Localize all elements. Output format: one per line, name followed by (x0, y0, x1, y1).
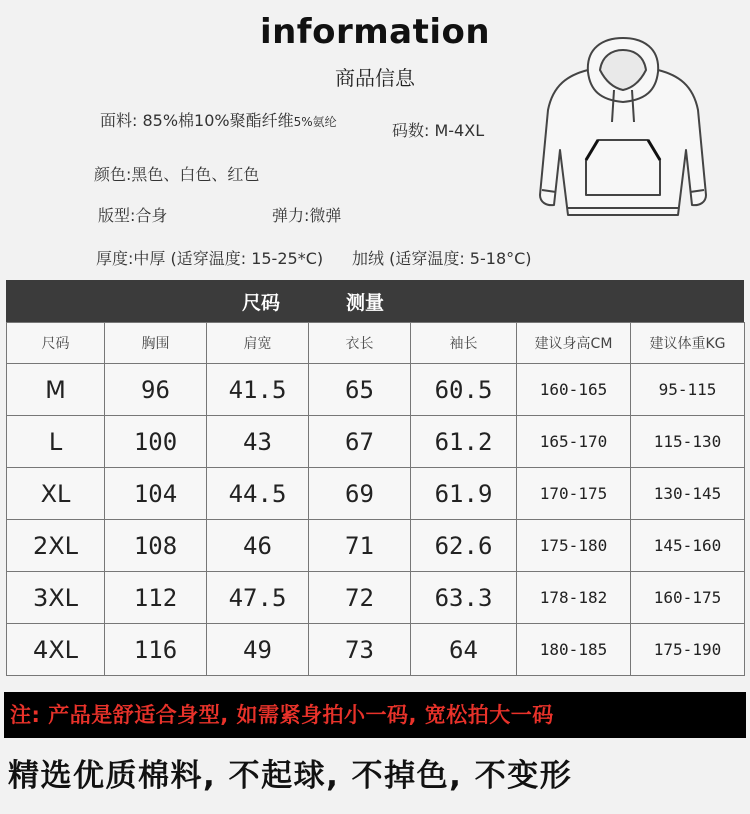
band-size-label: 尺码 (242, 292, 281, 314)
table-row (7, 572, 745, 624)
column-header: 尺码 (7, 323, 105, 364)
table-row (7, 364, 745, 416)
table-cell: 115-130 (631, 416, 745, 468)
table-cell: 73 (309, 624, 411, 676)
table-cell: 95-115 (631, 364, 745, 416)
table-row (7, 520, 745, 572)
table-row (7, 416, 745, 468)
table-cell: 160-165 (517, 364, 631, 416)
column-header: 袖长 (411, 323, 517, 364)
table-cell: 44.5 (207, 468, 309, 520)
size-range: 码数: M-4XL (392, 121, 485, 140)
column-header: 胸围 (105, 323, 207, 364)
table-cell: 96 (105, 364, 207, 416)
measure-header-band (6, 280, 744, 322)
size-table (6, 322, 745, 676)
table-cell: M (7, 364, 105, 416)
fabric-main: 85%棉10%聚酯纤维 (137, 111, 294, 130)
column-header: 肩宽 (207, 323, 309, 364)
table-row (7, 624, 745, 676)
table-cell: 175-180 (517, 520, 631, 572)
table-cell: L (7, 416, 105, 468)
fabric-info (100, 108, 337, 131)
table-cell: 41.5 (207, 364, 309, 416)
quality-slogan: 精选优质棉料, 不起球, 不掉色, 不变形 (8, 758, 573, 794)
table-cell: 170-175 (517, 468, 631, 520)
table-cell: 61.9 (411, 468, 517, 520)
table-cell: 63.3 (411, 572, 517, 624)
table-cell: 180-185 (517, 624, 631, 676)
table-header-row (7, 323, 745, 364)
table-cell: 64 (411, 624, 517, 676)
table-cell: 112 (105, 572, 207, 624)
page-title: information (259, 12, 491, 52)
table-cell: 72 (309, 572, 411, 624)
table-cell: 165-170 (517, 416, 631, 468)
table-cell: 100 (105, 416, 207, 468)
table-cell: 47.5 (207, 572, 309, 624)
table-cell: 67 (309, 416, 411, 468)
column-header: 建议体重KG (631, 323, 745, 364)
fit-note-banner: 注: 产品是舒适合身型, 如需紧身拍小一码, 宽松拍大一码 (4, 692, 746, 738)
fabric-label: 面料: (100, 111, 138, 130)
elasticity-info: 弹力:微弹 (272, 206, 342, 225)
table-cell: 49 (207, 624, 309, 676)
table-cell: 43 (207, 416, 309, 468)
table-cell: 160-175 (631, 572, 745, 624)
table-cell: 108 (105, 520, 207, 572)
table-cell: 4XL (7, 624, 105, 676)
table-row (7, 468, 745, 520)
thickness-info: 厚度:中厚 (适穿温度: 15-25*C) (96, 249, 324, 268)
table-cell: 60.5 (411, 364, 517, 416)
fabric-small: 5%氨纶 (293, 115, 337, 129)
table-cell: 69 (309, 468, 411, 520)
column-header: 建议身高CM (517, 323, 631, 364)
table-cell: 71 (309, 520, 411, 572)
table-cell: 116 (105, 624, 207, 676)
table-cell: 104 (105, 468, 207, 520)
table-cell: 65 (309, 364, 411, 416)
band-measure-label: 测量 (346, 292, 385, 314)
fit-info: 版型:合身 (98, 206, 168, 225)
table-cell: 2XL (7, 520, 105, 572)
table-cell: 46 (207, 520, 309, 572)
table-cell: 61.2 (411, 416, 517, 468)
table-cell: 145-160 (631, 520, 745, 572)
hoodie-sketch-icon (528, 30, 718, 230)
table-cell: 178-182 (517, 572, 631, 624)
color-info: 颜色:黑色、白色、红色 (94, 165, 260, 184)
table-cell: 3XL (7, 572, 105, 624)
table-cell: XL (7, 468, 105, 520)
table-cell: 175-190 (631, 624, 745, 676)
table-cell: 62.6 (411, 520, 517, 572)
table-cell: 130-145 (631, 468, 745, 520)
fleece-info: 加绒 (适穿温度: 5-18°C) (352, 249, 532, 268)
column-header: 衣长 (309, 323, 411, 364)
page-subtitle: 商品信息 (335, 66, 415, 90)
